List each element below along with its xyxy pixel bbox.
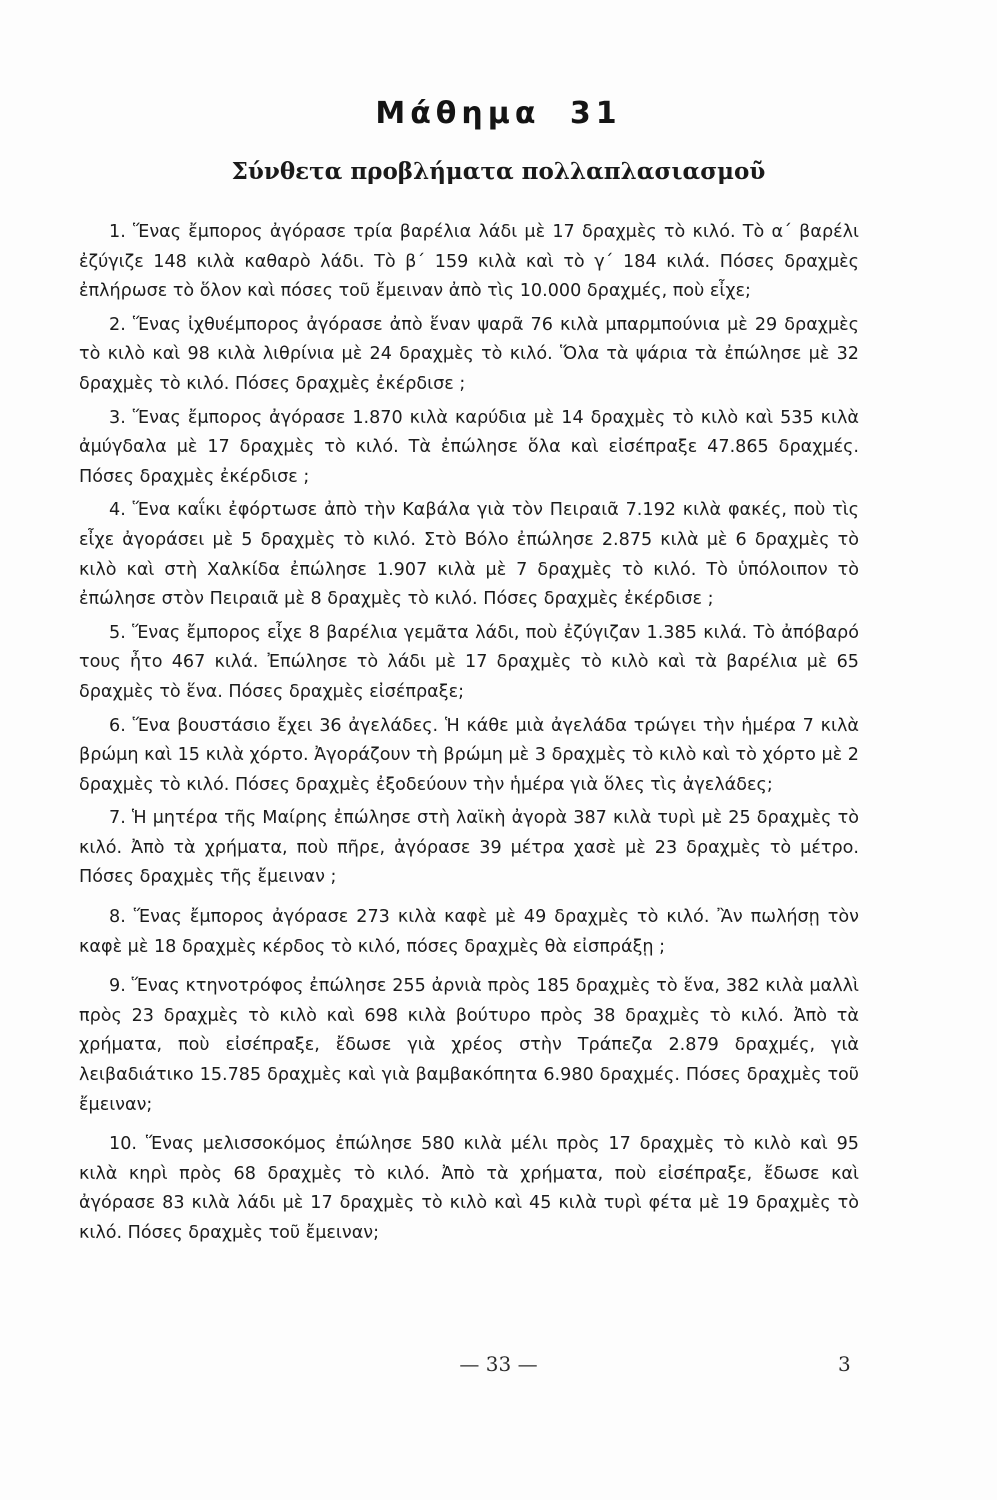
problem-9: 9. Ἕνας κτηνοτρόφος ἐπώλησε 255 ἀρνιὰ πρὸς 185 δραχμὲς τὸ ἕνα, 382 κιλὰ μαλλὶ πρὸς 23 δραχμὲς τὸ κιλὸ καὶ 698 κιλὰ βούτυρο πρὸς 38 δραχμὲς τὸ κιλό. Ἀπὸ τὰ χρήματα, ποὺ εἰσέπραξε, ἔδωσε γιὰ χρέος στὴν Τράπεζα 2.879 δραχμές, γιὰ λειβαδιάτικο 15.785 δραχμὲς καὶ γιὰ βαμβακόπητα 6.980 δραχμές. Πόσες δραχμὲς τοῦ ἔμειναν;: [79, 976, 859, 1115]
problem-2: 2. Ἕνας ἰχθυέμπορος ἀγόρασε ἀπὸ ἕναν ψαρᾶ 76 κιλὰ μπαρμπούνια μὲ 29 δραχμὲς τὸ κιλὸ καὶ 98 κιλὰ λιθρίνια μὲ 24 δραχμὲς τὸ κιλό. Ὅλα τὰ ψάρια τὰ ἐπώλησε μὲ 32 δραχμὲς τὸ κιλό. Πόσες δραχμὲς ἐκέρδισε ;: [79, 314, 859, 394]
problem-1: 1. Ἕνας ἔμπορος ἀγόρασε τρία βαρέλια λάδι μὲ 17 δραχμὲς τὸ κιλό. Τὸ α΄ βαρέλι ἐζύγιζε 148 κιλὰ καθαρὸ λάδι. Τὸ β΄ 159 κιλὰ καὶ τὸ γ΄ 184 κιλά. Πόσες δραχμὲς ἐπλήρωσε τὸ ὅλον καὶ πόσες τοῦ ἔμειναν ἀπὸ τὶς 10.000 δραχμές, ποὺ εἶχε;: [79, 222, 859, 302]
problem-7: 7. Ἡ μητέρα τῆς Μαίρης ἐπώλησε στὴ λαϊκὴ ἀγορὰ 387 κιλὰ τυρὶ μὲ 25 δραχμὲς τὸ κιλό. Ἀπὸ τὰ χρήματα, ποὺ πῆρε, ἀγόρασε 39 μέτρα χασὲ μὲ 23 δραχμὲς τὸ μέτρο. Πόσες δραχμὲς τῆς ἔμειναν ;: [79, 808, 859, 888]
lesson-title: Μάθημα 31: [375, 96, 622, 131]
signature-mark: 3: [838, 1352, 851, 1376]
problem-10: 10. Ἕνας μελισσοκόμος ἐπώλησε 580 κιλὰ μέλι πρὸς 17 δραχμὲς τὸ κιλὸ καὶ 95 κιλὰ κηρὶ πρὸς 68 δραχμὲς τὸ κιλό. Ἀπὸ τὰ χρήματα, ποὺ εἰσέπραξε, ἔδωσε καὶ ἀγόρασε 83 κιλὰ λάδι μὲ 17 δραχμὲς τὸ κιλὸ καὶ 45 κιλὰ τυρὶ φέτα μὲ 19 δραχμὲς τὸ κιλό. Πόσες δραχμὲς τοῦ ἔμειναν;: [79, 1134, 859, 1243]
problem-8: 8. Ἕνας ἔμπορος ἀγόρασε 273 κιλὰ καφὲ μὲ 49 δραχμὲς τὸ κιλό. Ἂν πωλήσῃ τὸν καφὲ μὲ 18 δραχμὲς κέρδος τὸ κιλό, πόσες δραχμὲς θὰ εἰσπράξῃ ;: [79, 907, 859, 957]
problem-3: 3. Ἕνας ἔμπορος ἀγόρασε 1.870 κιλὰ καρύδια μὲ 14 δραχμὲς τὸ κιλὸ καὶ 535 κιλὰ ἀμύγδαλα μὲ 17 δραχμὲς τὸ κιλό. Τὰ ἐπώλησε ὅλα καὶ εἰσέπραξε 47.865 δραχμές. Πόσες δραχμὲς ἐκέρδισε ;: [79, 407, 859, 487]
problem-5: 5. Ἕνας ἔμπορος εἶχε 8 βαρέλια γεμᾶτα λάδι, ποὺ ἐζύγιζαν 1.385 κιλά. Τὸ ἀπόβαρό τους ἦτο 467 κιλά. Ἐπώλησε τὸ λάδι μὲ 17 δραχμὲς τὸ κιλὸ καὶ τὰ βαρέλια μὲ 65 δραχμὲς τὸ ἕνα. Πόσες δραχμὲς εἰσέπραξε;: [79, 622, 859, 702]
page-number: — 33 —: [459, 1352, 538, 1376]
problem-list: [79, 218, 859, 1253]
problem-4: 4. Ἕνα καΐκι ἐφόρτωσε ἀπὸ τὴν Καβάλα γιὰ τὸν Πειραιᾶ 7.192 κιλὰ φακές, ποὺ τὶς εἶχε ἀγοράσει μὲ 5 δραχμὲς τὸ κιλό. Στὸ Βόλο ἐπώλησε 2.875 κιλὰ μὲ 6 δραχμὲς τὸ κιλὸ καὶ στὴ Χαλκίδα ἐπώλησε 1.907 κιλὰ μὲ 7 δραχμὲς τὸ κιλό. Τὸ ὑπόλοιπον τὸ ἐπώλησε στὸν Πειραιᾶ μὲ 8 δραχμὲς τὸ κιλό. Πόσες δραχμὲς ἐκέρδισε ;: [79, 500, 859, 610]
lesson-subtitle: Σύνθετα προβλήματα πολλαπλασιασμοῦ: [231, 158, 766, 185]
problem-6: 6. Ἕνα βουστάσιο ἔχει 36 ἀγελάδες. Ἡ κάθε μιὰ ἀγελάδα τρώγει τὴν ἡμέρα 7 κιλὰ βρώμη καὶ 15 κιλὰ χόρτο. Ἀγοράζουν τὴ βρώμη μὲ 3 δραχμὲς τὸ κιλὸ καὶ τὸ χόρτο μὲ 2 δραχμὲς τὸ κιλό. Πόσες δραχμὲς ἐξοδεύουν τὴν ἡμέρα γιὰ ὅλες τὶς ἀγελάδες;: [79, 715, 859, 795]
